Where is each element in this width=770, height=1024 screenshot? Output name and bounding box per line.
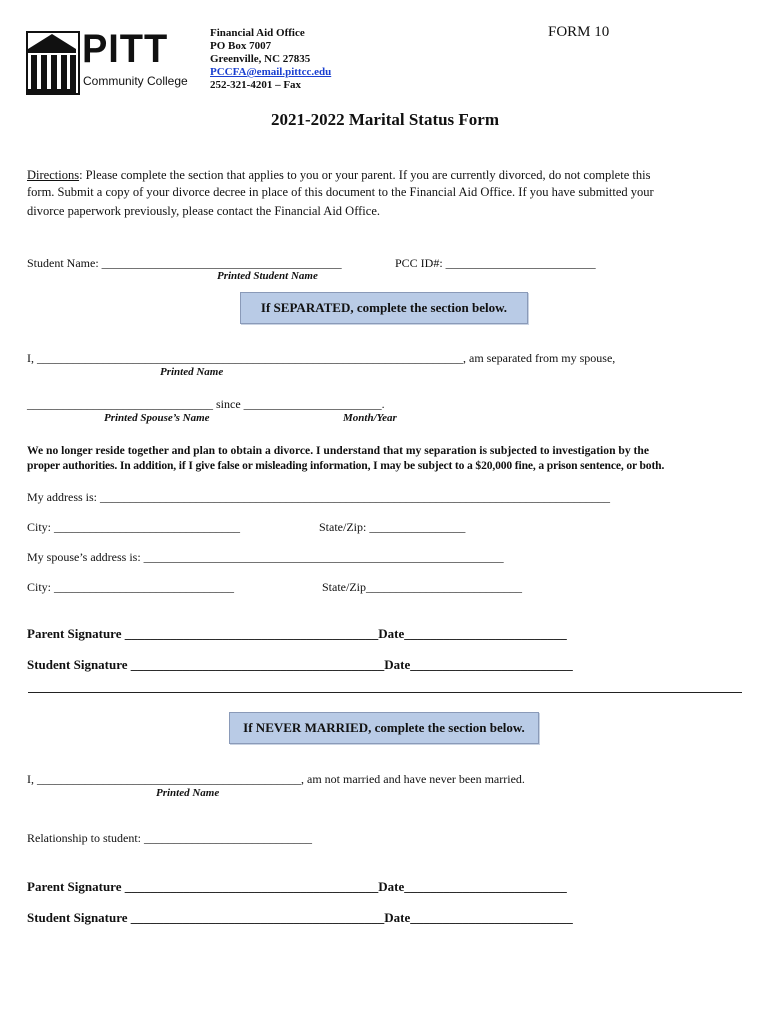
city-field-2[interactable]: City: ______________________________	[27, 580, 235, 594]
separated-parent-signature[interactable]: Parent Signature _______________________________________Date_________________________	[27, 626, 567, 641]
pitt-logo	[26, 27, 188, 95]
state-zip-field-1[interactable]: State/Zip: ________________	[319, 520, 466, 534]
section-divider	[28, 692, 742, 693]
spouse-since-field[interactable]: _______________________________ since _______________________.	[27, 397, 385, 411]
page-title: 2021-2022 Marital Status Form	[270, 110, 500, 129]
separated-name-caption: Printed Name	[160, 366, 224, 378]
directions-label: Directions	[27, 168, 80, 182]
city-field-1[interactable]: City: _______________________________	[27, 520, 241, 534]
separation-statement-line-2: proper authorities. In addition, if I give false or misleading information, I may be subject to a $20,000 fine, a prison sentence, or both.	[27, 459, 665, 472]
separated-name-field[interactable]: I, _______________________________________________________________________, am separated from my spouse,	[27, 351, 616, 365]
separated-student-signature[interactable]: Student Signature _______________________________________Date_________________________	[27, 657, 573, 672]
my-address-field[interactable]: My address is: _____________________________________________________________________________________	[27, 490, 610, 504]
spouse-name-caption: Printed Spouse’s Name	[104, 412, 210, 424]
student-name-caption: Printed Student Name	[217, 270, 318, 282]
pcc-id-field[interactable]: PCC ID#: _________________________	[395, 256, 596, 270]
never-married-parent-signature[interactable]: Parent Signature _______________________________________Date_________________________	[27, 879, 567, 894]
relationship-field[interactable]: Relationship to student: ____________________________	[27, 831, 312, 845]
office-name: Financial Aid Office	[210, 27, 305, 39]
logo-subtext: Community College	[83, 74, 188, 88]
separation-statement-line-1: We no longer reside together and plan to obtain a divorce. I understand that my separation is subjected to investigation by the	[27, 444, 650, 457]
email-link[interactable]: PCCFA@email.pittcc.edu	[210, 66, 332, 78]
directions-line-3: divorce paperwork previously, please contact the Financial Aid Office.	[27, 204, 381, 218]
form-number: FORM 10	[548, 24, 610, 40]
never-married-name-caption: Printed Name	[156, 787, 220, 799]
never-married-student-signature[interactable]: Student Signature _______________________________________Date_________________________	[27, 910, 573, 925]
directions-line-1: : Please complete the section that applies to you or your parent. If you are currently divorced, do not complete this	[79, 168, 651, 182]
directions-text	[27, 167, 654, 220]
spouse-address-field[interactable]: My spouse’s address is: ____________________________________________________________	[27, 550, 504, 564]
never-married-name-field[interactable]: I, ____________________________________________, am not married and have never been married.	[27, 772, 525, 786]
directions-line-2: form. Submit a copy of your divorce decree in place of this document to the Financial Aid Office. If you have submitted your	[27, 185, 654, 199]
logo-wordmark: PITT	[82, 27, 169, 71]
never-married-section-heading: If NEVER MARRIED, complete the section below.	[229, 712, 539, 744]
student-name-field[interactable]: Student Name: ________________________________________	[27, 256, 342, 270]
po-box: PO Box 7007	[210, 40, 272, 52]
fax-number: 252-321-4201 – Fax	[210, 79, 302, 91]
separated-section-heading: If SEPARATED, complete the section below.	[240, 292, 528, 324]
month-year-caption: Month/Year	[343, 412, 397, 424]
city-state: Greenville, NC 27835	[210, 53, 311, 65]
state-zip-field-2[interactable]: State/Zip__________________________	[322, 580, 522, 594]
